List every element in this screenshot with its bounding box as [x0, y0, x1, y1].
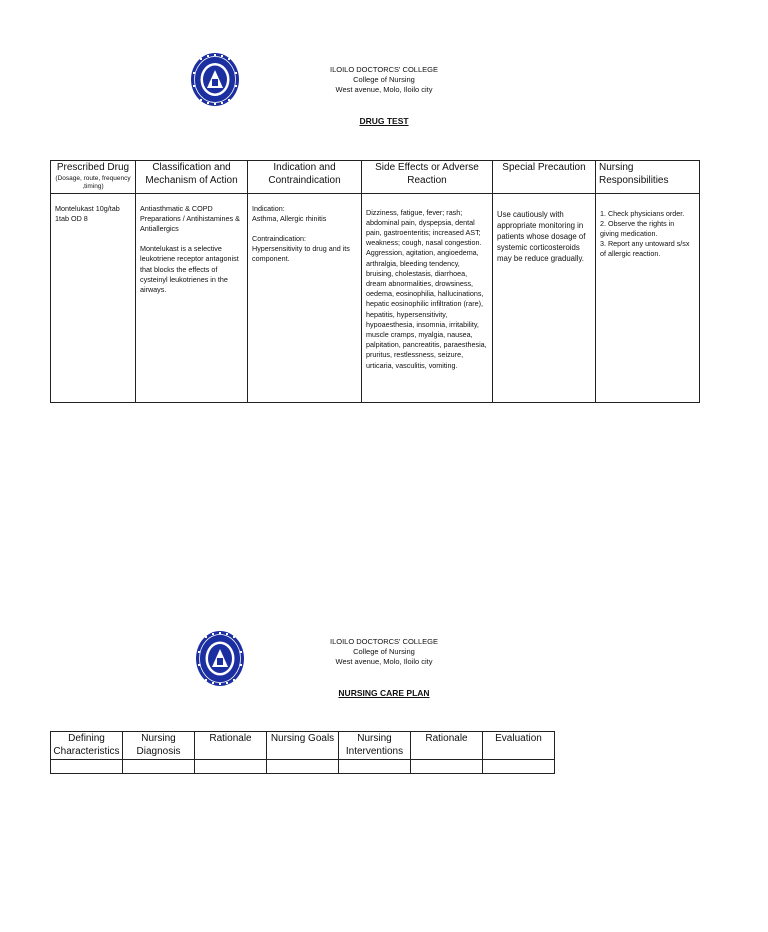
- school-address: West avenue, Molo, Iloilo city: [335, 657, 433, 666]
- column-header-side-effects: Side Effects or Adverse Reaction: [362, 161, 493, 194]
- column-header-prescribed: [51, 161, 136, 194]
- school-name: ILOILO DOCTORCS' COLLEGE: [330, 65, 438, 74]
- table-header-row: [51, 732, 555, 760]
- column-header-classification: Classification and Mechanism of Action: [136, 161, 248, 194]
- cell-classification: [136, 193, 248, 402]
- column-header-indication: Indication and Contraindication: [248, 161, 362, 194]
- column-header-nursing-diagnosis: Nursing Diagnosis: [123, 732, 195, 760]
- department-name: College of Nursing: [353, 75, 415, 84]
- column-header-evaluation: Evaluation: [483, 732, 555, 760]
- drug-test-table: [50, 160, 700, 403]
- column-header-nursing-interventions: Nursing Interventions: [339, 732, 411, 760]
- cell-side-effects: Dizziness, fatigue, fever; rash; abdominal pain, dyspepsia, dental pain, gastroenteritis; increased AST; weakness; cough, nasal congestion. Aggression, agitation, angioedema, arthralgia, bleeding tendency, bruising, cholestasis, diarrhoea, dream abnormalities, drowsiness, oedema, eosinophilia, hallucinations, hepatic eosinophilic infiltration (rare), hepatitis, hypersensitivity, hypoaesthesia, insomnia, irritability, muscle cramps, myalgia, nausea, palpitation, pancreatitis, paraesthesia, pruritus, restlessness, seizure, urticaria, vasculitis, vomiting.: [362, 193, 493, 402]
- column-header-defining-characteristics: Defining Characteristics: [51, 732, 123, 760]
- table-cell: [411, 760, 483, 774]
- column-sublabel: (Dosage, route, frequency ,timing): [55, 174, 131, 190]
- column-label: Prescribed Drug: [56, 162, 130, 173]
- drug-test-title: DRUG TEST: [359, 116, 409, 126]
- college-header: [284, 637, 484, 667]
- cell-indication: [248, 193, 362, 402]
- column-header-rationale: Rationale: [195, 732, 267, 760]
- table-cell: [195, 760, 267, 774]
- table-cell: [51, 760, 123, 774]
- column-header-precaution: Special Precaution: [493, 161, 596, 194]
- college-seal-icon: [190, 52, 240, 107]
- column-header-rationale-2: Rationale: [411, 732, 483, 760]
- school-name: ILOILO DOCTORCS' COLLEGE: [330, 637, 438, 646]
- contraindication-text: Contraindication: Hypersensitivity to drug and its component.: [252, 233, 350, 264]
- column-header-nursing: Nursing Responsibilities: [596, 161, 700, 194]
- cell-precaution: Use cautiously with appropriate monitoring in patients whose dosage of systemic corticosteroids may be reduce gradually.: [493, 193, 596, 402]
- college-seal-icon: [195, 630, 245, 687]
- table-header-row: [51, 161, 700, 194]
- cell-prescribed: Montelukast 10g/tab 1tab OD 8: [51, 193, 136, 402]
- table-cell: [123, 760, 195, 774]
- school-address: West avenue, Molo, Iloilo city: [335, 85, 433, 94]
- college-header: [284, 65, 484, 95]
- department-name: College of Nursing: [353, 647, 415, 656]
- mechanism-text: Montelukast is a selective leukotriene receptor antagonist that blocks the effects of cysteinyl leukotrienes in the airways.: [140, 244, 239, 294]
- nursing-care-plan-title: NURSING CARE PLAN: [338, 688, 430, 698]
- table-cell: [267, 760, 339, 774]
- cell-nursing: 1. Check physicians order. 2. Observe the rights in giving medication. 3. Report any untoward s/sx of allergic reaction.: [596, 193, 700, 402]
- nursing-care-plan-table: [50, 731, 555, 774]
- classification-text: Antiasthmatic & COPD Preparations / Antihistamines & Antiallergics: [140, 203, 240, 233]
- table-cell: [339, 760, 411, 774]
- column-header-nursing-goals: Nursing Goals: [267, 732, 339, 760]
- table-row: [51, 760, 555, 774]
- table-row: [51, 193, 700, 402]
- indication-text: Indication: Asthma, Allergic rhinitis: [252, 203, 327, 223]
- table-cell: [483, 760, 555, 774]
